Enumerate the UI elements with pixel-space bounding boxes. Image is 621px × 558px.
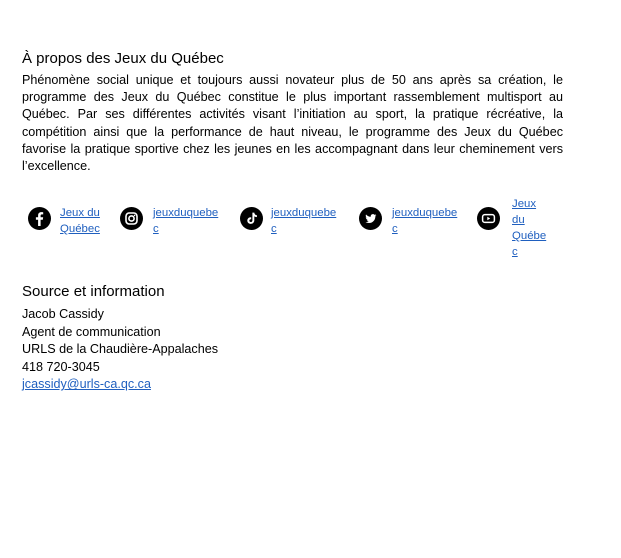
twitter-icon[interactable] <box>359 207 382 230</box>
facebook-link-line1[interactable]: Jeux du <box>60 207 100 219</box>
about-paragraph: Phénomène social unique et toujours aussi novateur plus de 50 ans après sa création, le programme des Jeux du Québec constitue le plus important rassemblement multisport au Québec. Par ses différentes activités visant l’initiation au sport, la pratique récréative, la compétition ainsi que la performance de haut niveau, le programme des Jeux du Québec favorise la pratique sportive chez les jeunes en les accompagnant dans leur cheminement vers l’excellence. <box>22 73 563 174</box>
source-heading: Source et information <box>22 283 165 300</box>
contact-block <box>22 306 218 394</box>
twitter-link-line1[interactable]: jeuxduquebe <box>392 207 458 219</box>
youtube-link-line1[interactable]: Jeux du <box>512 198 537 226</box>
tiktok-link-line2[interactable]: c <box>271 223 277 235</box>
contact-organization: URLS de la Chaudière-Appalaches <box>22 342 219 357</box>
social-links <box>28 196 588 258</box>
contact-name: Jacob Cassidy <box>22 307 104 321</box>
instagram-icon[interactable] <box>120 207 143 230</box>
facebook-icon[interactable] <box>28 207 51 230</box>
tiktok-icon[interactable] <box>240 207 263 230</box>
contact-role: Agent de communication <box>22 324 161 339</box>
contact-email-link[interactable]: jcassidy@urls-ca.qc.ca <box>22 377 151 392</box>
contact-phone: 418 720-3045 <box>22 359 100 374</box>
youtube-icon[interactable] <box>477 207 500 230</box>
about-heading: À propos des Jeux du Québec <box>22 50 224 67</box>
youtube-link-line3[interactable]: c <box>512 246 518 258</box>
twitter-link-line2[interactable]: c <box>392 223 398 235</box>
tiktok-link-line1[interactable]: jeuxduquebe <box>271 207 337 219</box>
instagram-link-line1[interactable]: jeuxduquebe <box>153 207 219 219</box>
youtube-link-line2[interactable]: Québe <box>512 230 547 242</box>
instagram-link-line2[interactable]: c <box>153 223 159 235</box>
facebook-link-line2[interactable]: Québec <box>60 223 100 235</box>
